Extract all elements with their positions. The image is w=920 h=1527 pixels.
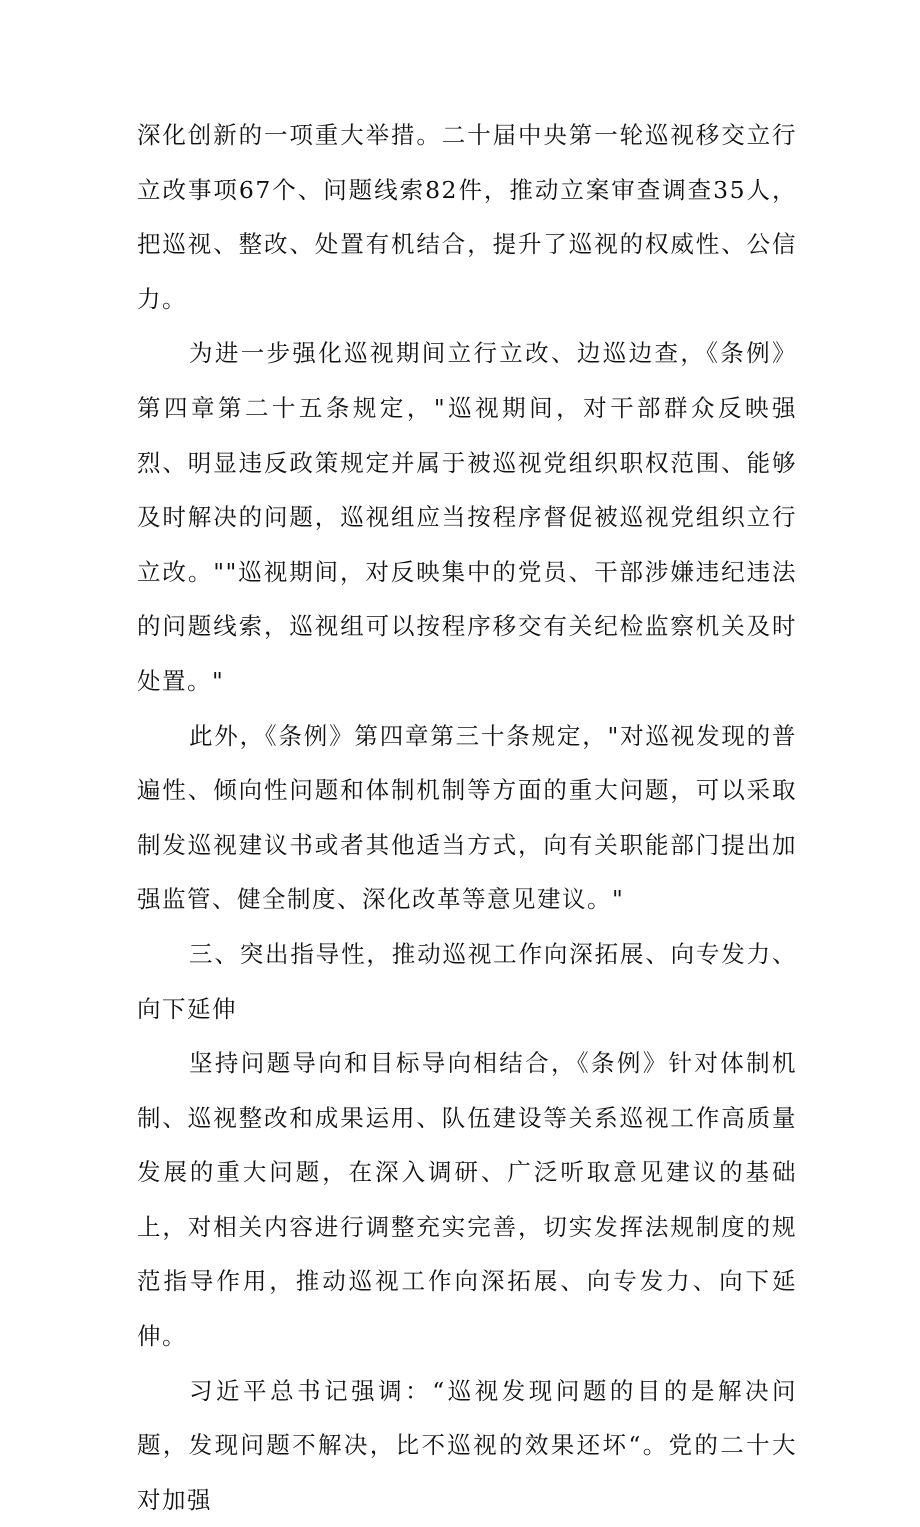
- paragraph-6: 习近平总书记强调：“巡视发现问题的目的是解决问题，发现问题不解决，比不巡视的效果还坏“。党的二十大对加强: [137, 1376, 797, 1514]
- section-heading: 三、突出指导性，推动巡视工作向深拓展、向专发力、向下延伸: [137, 939, 797, 1023]
- document-body: [137, 108, 797, 1527]
- paragraph-5: 坚持问题导向和目标导向相结合，《条例》针对体制机制、巡视整改和成果运用、队伍建设等关系巡视工作高质量发展的重大问题，在深入调研、广泛听取意见建议的基础上，对相关内容进行调整充实完善，切实发挥法规制度的规范指导作用，推动巡视工作向深拓展、向专发力、向下延伸。: [137, 1049, 797, 1351]
- paragraph-1: 深化创新的一项重大举措。二十届中央第一轮巡视移交立行立改事项67个、问题线索82件，推动立案审查调查35人，把巡视、整改、处置有机结合，提升了巡视的权威性、公信力。: [137, 121, 797, 313]
- paragraph-3: 此外，《条例》第四章第三十条规定，"对巡视发现的普遍性、倾向性问题和体制机制等方面的重大问题，可以采取制发巡视建议书或者其他适当方式，向有关职能部门提出加强监管、健全制度、深化改革等意见建议。": [137, 721, 797, 914]
- paragraph-2: 为进一步强化巡视期间立行立改、边巡边查，《条例》第四章第二十五条规定，"巡视期间，对干部群众反映强烈、明显违反政策规定并属于被巡视党组织职权范围、能够及时解决的问题，巡视组应当按程序督促被巡视党组织立行立改。""巡视期间，对反映集中的党员、干部涉嫌违纪违法的问题线索，巡视组可以按程序移交有关纪检监察机关及时处置。": [137, 339, 797, 695]
